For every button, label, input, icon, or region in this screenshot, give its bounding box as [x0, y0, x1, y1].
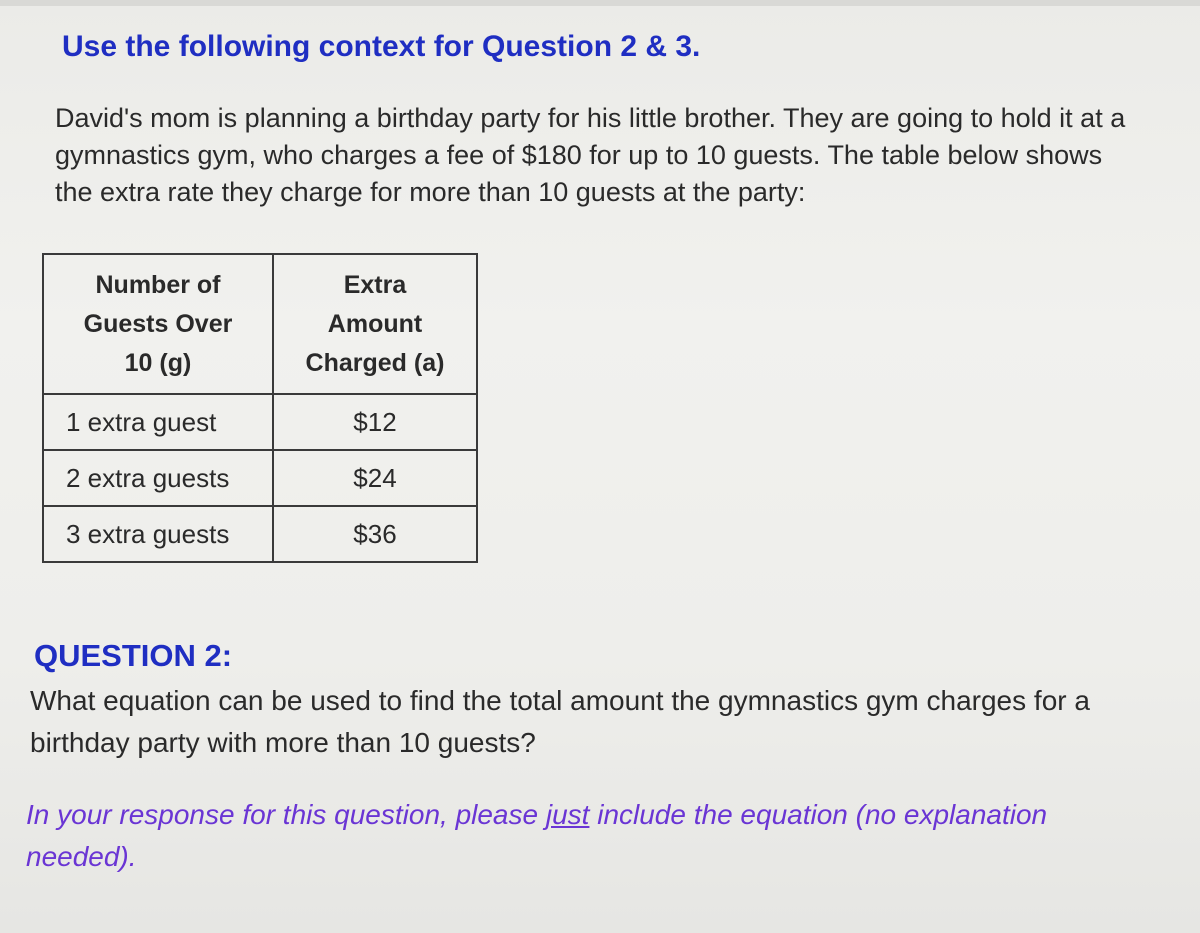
- table-row: [43, 394, 477, 450]
- header-guests-line1: Number of: [95, 270, 221, 299]
- header-guests-line3: 10 (g): [124, 348, 192, 377]
- extra-charge-table: [42, 253, 478, 563]
- instruction-underlined-word: just: [545, 799, 590, 830]
- row-amount-cell: $12: [273, 394, 477, 450]
- context-paragraph: David's mom is planning a birthday party for his little brother. They are going to hold it at a gymnastics gym, who charges a fee of $180 for up to 10 guests. The table below shows the extra rate they charge for more than 10 guests at the party:: [55, 103, 1126, 207]
- row-guests-cell: 2 extra guests: [43, 450, 273, 506]
- row-amount-cell: $36: [273, 506, 477, 562]
- header-amount-line2: Amount: [327, 309, 423, 338]
- question-title: QUESTION 2:: [34, 638, 233, 673]
- instruction-text-start: In your response for this question, please: [26, 799, 546, 830]
- table-header-row: [43, 254, 477, 394]
- header-guests-line2: Guests Over: [83, 309, 233, 338]
- header-guests-over: [43, 254, 273, 394]
- row-guests-cell: 1 extra guest: [43, 394, 273, 450]
- header-amount-line3: Charged (a): [305, 348, 445, 377]
- context-heading: Use the following context for Question 2 & 3.: [62, 30, 701, 63]
- response-instruction: [26, 794, 1146, 878]
- top-border: [0, 0, 1200, 6]
- row-guests-cell: 3 extra guests: [43, 506, 273, 562]
- header-amount-line1: Extra: [343, 270, 407, 299]
- table-row: [43, 450, 477, 506]
- row-amount-cell: $24: [273, 450, 477, 506]
- instruction-text-end: include the equation (no explanation needed).: [26, 799, 1048, 872]
- table-row: [43, 506, 477, 562]
- question-text: What equation can be used to find the total amount the gymnastics gym charges for a birthday party with more than 10 guests?: [30, 685, 1090, 758]
- header-extra-amount: [273, 254, 477, 394]
